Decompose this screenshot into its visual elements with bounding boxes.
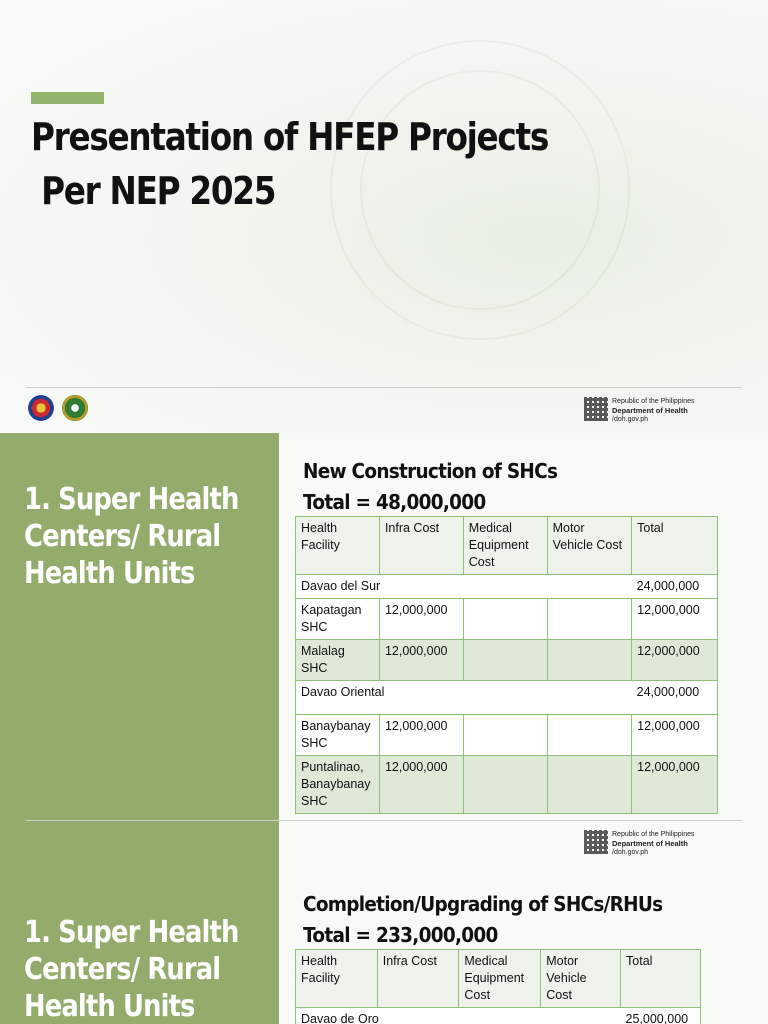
province-row <box>296 575 718 599</box>
cost-cell <box>547 756 632 814</box>
footer-republic: Republic of the Philippines <box>612 831 695 838</box>
column-header: Motor Vehicle Cost <box>547 517 632 575</box>
cost-cell <box>463 715 547 756</box>
footer-website: /doh.gov.ph <box>612 416 649 423</box>
footer-divider <box>26 387 742 388</box>
facility-row <box>296 715 718 756</box>
table-header-row <box>296 950 701 1008</box>
cost-cell <box>463 640 547 681</box>
province-name: Davao de Oro <box>296 1008 621 1024</box>
content-slide-completion <box>0 866 768 1024</box>
column-header: Infra Cost <box>377 950 459 1008</box>
qr-code-icon <box>584 830 608 854</box>
cost-cell: 12,000,000 <box>632 599 718 640</box>
slide-heading: New Construction of SHCs <box>303 459 558 483</box>
table-header-row <box>296 517 718 575</box>
facility-name: Puntalinao, Banaybanay SHC <box>296 756 380 814</box>
cost-cell <box>463 756 547 814</box>
section-panel <box>0 433 279 866</box>
section-title: 1. Super Health Centers/ Rural Health Units <box>24 482 239 591</box>
cost-cell: 12,000,000 <box>379 756 463 814</box>
column-header: Medical Equipment Cost <box>463 517 547 575</box>
slide-total: Total = 233,000,000 <box>303 923 498 947</box>
column-header: Health Facility <box>296 517 380 575</box>
doh-footer-text <box>612 830 695 857</box>
title-slide <box>0 0 768 433</box>
doh-seal-logo <box>62 395 88 421</box>
doh-footer-text <box>612 397 695 424</box>
cost-cell <box>547 715 632 756</box>
column-header: Total <box>621 950 701 1008</box>
slide-heading: Completion/Upgrading of SHCs/RHUs <box>303 892 663 916</box>
content-slide-new-construction <box>0 433 768 866</box>
province-name: Davao Oriental <box>296 681 632 715</box>
qr-code-icon <box>584 397 608 421</box>
province-name: Davao del Sur <box>296 575 632 599</box>
facility-name: Malalag SHC <box>296 640 380 681</box>
accent-bar <box>31 92 104 104</box>
facility-row <box>296 599 718 640</box>
cost-cell: 12,000,000 <box>379 715 463 756</box>
facility-row <box>296 640 718 681</box>
cost-cell <box>463 599 547 640</box>
projects-table <box>295 949 701 1024</box>
cost-cell: 12,000,000 <box>632 640 718 681</box>
facility-name: Banaybanay SHC <box>296 715 380 756</box>
bagong-pilipinas-logo <box>28 395 54 421</box>
province-total: 24,000,000 <box>632 681 718 715</box>
section-panel <box>0 866 279 1024</box>
province-row <box>296 1008 701 1024</box>
footer-divider <box>26 820 742 821</box>
slide-total: Total = 48,000,000 <box>303 490 486 514</box>
column-header: Health Facility <box>296 950 378 1008</box>
column-header: Total <box>632 517 718 575</box>
province-total: 24,000,000 <box>632 575 718 599</box>
province-row <box>296 681 718 715</box>
column-header: Medical Equipment Cost <box>459 950 541 1008</box>
presentation-title: Presentation of HFEP Projects Per NEP 2025 <box>31 115 549 213</box>
province-total: 25,000,000 <box>621 1008 701 1024</box>
table-body <box>296 517 718 814</box>
cost-cell <box>547 599 632 640</box>
column-header: Infra Cost <box>379 517 463 575</box>
footer-department: Department of Health <box>612 406 688 415</box>
cost-cell <box>547 640 632 681</box>
projects-table <box>295 516 718 814</box>
footer-department: Department of Health <box>612 839 688 848</box>
cost-cell: 12,000,000 <box>379 640 463 681</box>
table-body <box>296 950 701 1024</box>
column-header: Motor Vehicle Cost <box>541 950 621 1008</box>
footer-website: /doh.gov.ph <box>612 849 649 856</box>
facility-name: Kapatagan SHC <box>296 599 380 640</box>
footer-republic: Republic of the Philippines <box>612 398 695 405</box>
cost-cell: 12,000,000 <box>632 715 718 756</box>
section-title: 1. Super Health Centers/ Rural Health Units <box>24 915 239 1024</box>
cost-cell: 12,000,000 <box>632 756 718 814</box>
cost-cell: 12,000,000 <box>379 599 463 640</box>
facility-row <box>296 756 718 814</box>
